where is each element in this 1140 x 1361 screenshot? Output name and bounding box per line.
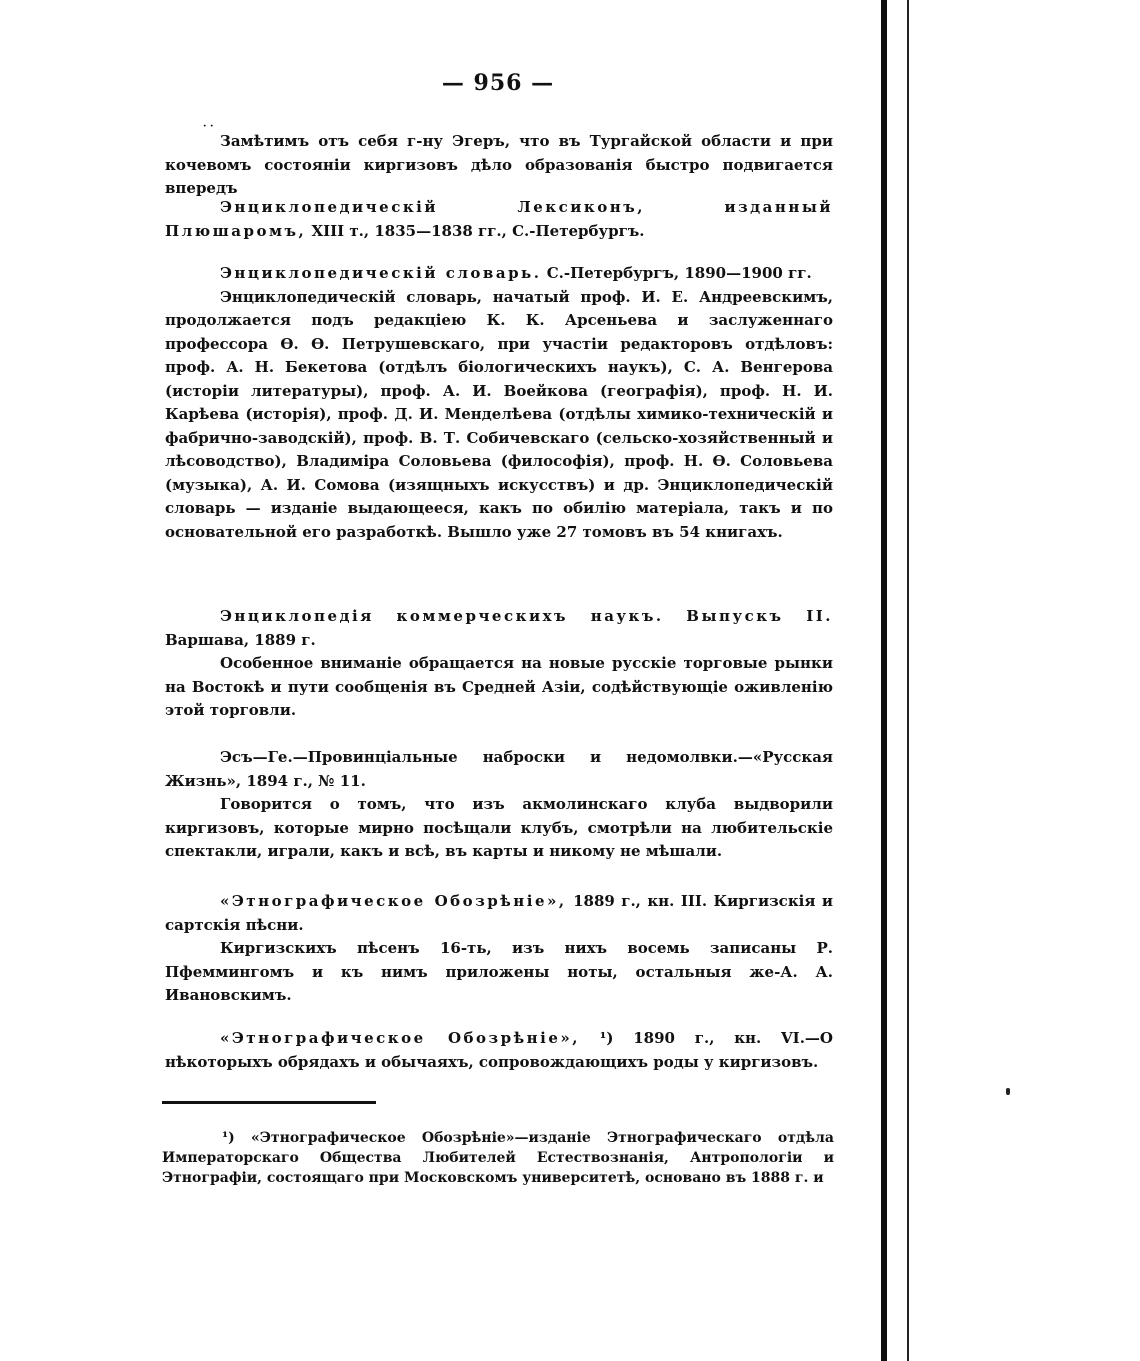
page-number: — 956 — (441, 70, 555, 96)
entry-5-title: «Этнографическое Обозрѣніе», (220, 892, 567, 910)
entry-1-title: Энциклопедическій Лексиконъ, изданный Плюшаромъ, (165, 198, 833, 240)
entry-6-rest: ¹) 1890 г., кн. VI.—О нѣкоторыхъ обрядахъ и обычаяхъ, сопровождающихъ роды у киргизовъ. (165, 1029, 833, 1071)
entry-5-description: Киргизскихъ пѣсенъ 16-ть, изъ нихъ восемь записаны Р. Пфеммингомъ и къ нимъ приложены ноты, остальныя же-А. А. Ивановскимъ. (165, 939, 833, 1004)
binding-edge-thin-rule (907, 0, 909, 1361)
entry-1-rest: XIII т., 1835—1838 гг., С.-Петербургъ. (311, 221, 645, 240)
entry-6-title: «Этнографическое Обозрѣніе», (220, 1029, 580, 1047)
entry-5-heading (165, 890, 833, 937)
entry-4-rest: Жизнь», 1894 г., № 11. (165, 771, 366, 790)
intro-text: Замѣтимъ отъ себя г-ну Эгеръ, что въ Тургайской области и при кочевомъ состояніи киргизовъ дѣло образованія быстро подвигается впередъ (165, 132, 833, 197)
binding-edge-rule (881, 0, 887, 1361)
footnote (162, 1128, 834, 1188)
entry-2-rest: С.-Петербургъ, 1890—1900 гг. (546, 264, 812, 282)
ink-speck-icon: · · (203, 121, 214, 132)
entry-4-heading (165, 746, 833, 793)
entry-3 (165, 605, 833, 723)
entry-3-title: Энциклопедія коммерческихъ наукъ. Выпускъ II. (220, 607, 833, 625)
entry-6 (165, 1027, 833, 1074)
entry-4 (165, 746, 833, 864)
entry-4-description: Говорится о томъ, что изъ акмолинскаго клуба выдворили киргизовъ, которые мирно посѣщали клубъ, смотрѣли на любительскіе спектакли, играли, какъ и всѣ, въ карты и никому не мѣшали. (165, 795, 833, 860)
entry-2-title: Энциклопедическій словарь. (220, 264, 542, 282)
intro-paragraph (165, 130, 833, 201)
entry-2-heading (165, 262, 833, 286)
footnote-divider (162, 1101, 376, 1104)
entry-1-heading (165, 196, 833, 243)
entry-5 (165, 890, 833, 1008)
entry-3-rest: Варшава, 1889 г. (165, 630, 316, 649)
entry-3-heading (165, 605, 833, 652)
entry-4-title: Эсъ—Ге.—Провинціальные наброски и недомолвки.—«Русская (220, 748, 833, 766)
entry-6-heading (165, 1027, 833, 1074)
ink-speck-icon (1006, 1088, 1010, 1095)
entry-5-rest: 1889 г., кн. III. Киргизскія и сартскія пѣсни. (165, 892, 833, 934)
entry-1 (165, 196, 833, 243)
entry-3-description: Особенное вниманіе обращается на новые русскіе торговые рынки на Востокѣ и пути сообщенія въ Средней Азіи, содѣйствующіе оживленію этой торговли. (165, 654, 833, 719)
entry-2 (165, 262, 833, 544)
footnote-text: ¹) «Этнографическое Обозрѣніе»—изданіе Этнографическаго отдѣла Императорскаго Общества Любителей Естествознанія, Антропологіи и Этнографіи, состоящаго при Московскомъ университетѣ, основано въ 1888 г. и (162, 1130, 834, 1186)
entry-2-description: Энциклопедическій словарь, начатый проф. И. Е. Андреевскимъ, продолжается подъ редакціею К. К. Арсеньева и заслуженнаго профессора Ѳ. Ѳ. Петрушевскаго, при участіи редакторовъ отдѣловъ: проф. А. Н. Бекетова (отдѣлъ біологическихъ наукъ), С. А. Венгерова (исторіи литературы), проф. А. И. Воейкова (географія), проф. Н. И. Карѣева (исторія), проф. Д. И. Менделѣева (отдѣлы химико-техническій и фабрично-заводскій), проф. В. Т. Собичевскаго (сельско-хозяйственный и лѣсоводство), Владиміра Соловьева (философія), проф. Н. Ѳ. Соловьева (музыка), А. И. Сомова (изящныхъ искусствъ) и др. Энциклопедическій словарь — изданіе выдающееся, какъ по обилію матеріала, такъ и по основательной его разработкѣ. Вышло уже 27 томовъ въ 54 книгахъ. (165, 287, 833, 541)
